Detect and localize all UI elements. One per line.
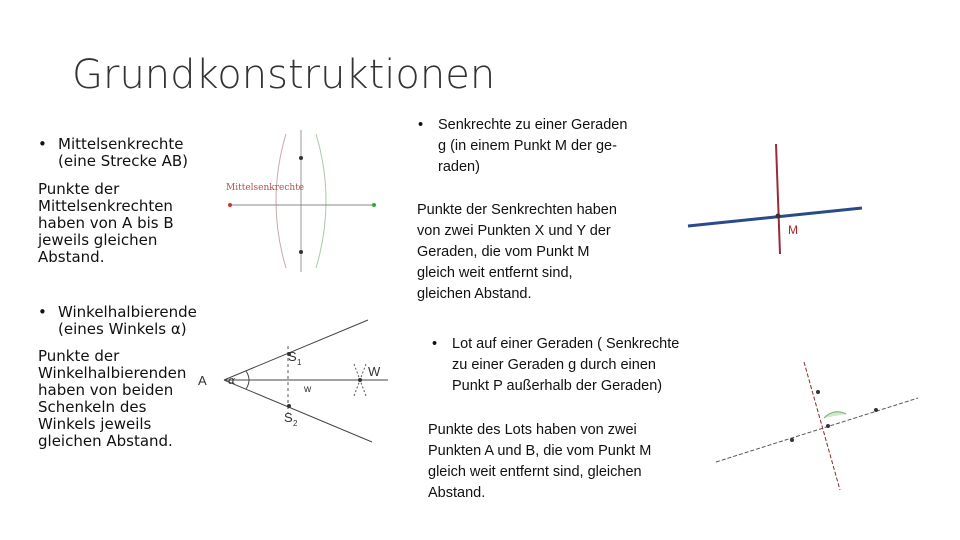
label-w: W — [368, 364, 381, 379]
intersection-top — [299, 156, 303, 160]
winkelhalbierende-block — [38, 303, 197, 338]
lot-line: Punkt P außerhalb der Geraden) — [452, 378, 663, 394]
bullet: • — [418, 117, 424, 133]
senkrechte-figure — [688, 142, 864, 262]
desc-line: haben von A bis B — [38, 214, 174, 232]
desc-line: Winkels jeweils — [38, 415, 152, 433]
desc-line: haben von beiden — [38, 381, 174, 399]
mittelsenkrechte-description — [38, 181, 174, 266]
desc-line: von zwei Punkten X und Y der — [417, 223, 611, 239]
desc-line: Punkten A und B, die vom Punkt M — [428, 443, 652, 459]
senkrechte-heading-block — [418, 115, 668, 178]
label-w-small: w — [304, 384, 312, 395]
desc-line: gleich weit entfernt sind, — [417, 265, 573, 281]
lot-description — [428, 420, 698, 504]
desc-line: gleich weit entfernt sind, gleichen — [428, 464, 642, 480]
point-m — [826, 424, 830, 428]
label-s2-subscript: 2 — [293, 419, 298, 428]
desc-line: gleichen Abstand. — [38, 432, 173, 450]
point-b — [874, 408, 878, 412]
winkelhalbierende-figure — [196, 316, 396, 446]
desc-line: jeweils gleichen — [38, 231, 158, 249]
point-s2 — [287, 404, 291, 408]
label-a: A — [198, 373, 207, 388]
point-a — [790, 438, 794, 442]
desc-line: Abstand. — [38, 248, 105, 266]
senkrechte-line: Senkrechte zu einer Geraden — [438, 117, 628, 133]
desc-line: Abstand. — [428, 485, 486, 501]
label-alpha: α — [228, 374, 236, 387]
perpendicular-line — [776, 144, 780, 254]
arc-right — [316, 134, 326, 268]
perpendicular-line — [804, 362, 840, 490]
senkrechte-line: g (in einem Punkt M der ge- — [438, 138, 617, 154]
desc-line: Punkte der — [38, 347, 120, 365]
bullet: • — [38, 303, 47, 321]
lot-line: Lot auf einer Geraden ( Senkrechte — [452, 336, 680, 352]
desc-line: Punkte des Lots haben von zwei — [428, 422, 637, 438]
label-s2: S — [284, 410, 293, 425]
mittelsenkrechte-figure — [208, 128, 388, 274]
point-a — [228, 203, 232, 207]
desc-line: gleichen Abstand. — [417, 286, 532, 302]
bullet: • — [432, 336, 438, 352]
line-g — [688, 208, 862, 226]
label-m: M — [788, 223, 798, 237]
line-g — [716, 398, 918, 462]
label-s1-subscript: 1 — [297, 358, 302, 367]
point-p — [816, 390, 820, 394]
winkelhalbierende-description — [38, 348, 186, 450]
mittelsenkrechte-heading: Mittelsenkrechte — [58, 135, 184, 153]
page-title: Grundkonstruktionen — [72, 52, 496, 98]
desc-line: Punkte der — [38, 180, 120, 198]
right-angle-marker — [824, 412, 846, 418]
point-b — [372, 203, 376, 207]
senkrechte-description — [417, 200, 667, 305]
mittelsenkrechte-block — [38, 135, 189, 170]
lot-heading-block — [432, 334, 722, 397]
desc-line: Schenkeln des — [38, 398, 147, 416]
arc-left — [276, 134, 286, 268]
mittelsenkrechte-figure-label: Mittelsenkrechte — [226, 183, 305, 193]
winkelhalbierende-subheading: (eines Winkels α) — [58, 320, 187, 338]
desc-line: Winkelhalbierenden — [38, 364, 187, 382]
angle-leg-bottom — [224, 380, 372, 442]
desc-line: Mittelsenkrechten — [38, 197, 173, 215]
mittelsenkrechte-subheading: (eine Strecke AB) — [58, 152, 189, 170]
desc-line: Punkte der Senkrechten haben — [417, 202, 617, 218]
lot-line: zu einer Geraden g durch einen — [452, 357, 656, 373]
desc-line: Geraden, die vom Punkt M — [417, 244, 590, 260]
point-w — [358, 378, 362, 382]
intersection-bottom — [299, 250, 303, 254]
lot-figure — [716, 360, 920, 492]
bullet: • — [38, 135, 47, 153]
senkrechte-line: raden) — [438, 159, 480, 175]
point-m — [776, 214, 781, 219]
winkelhalbierende-heading: Winkelhalbierende — [58, 303, 197, 321]
label-s1: S — [288, 349, 297, 364]
